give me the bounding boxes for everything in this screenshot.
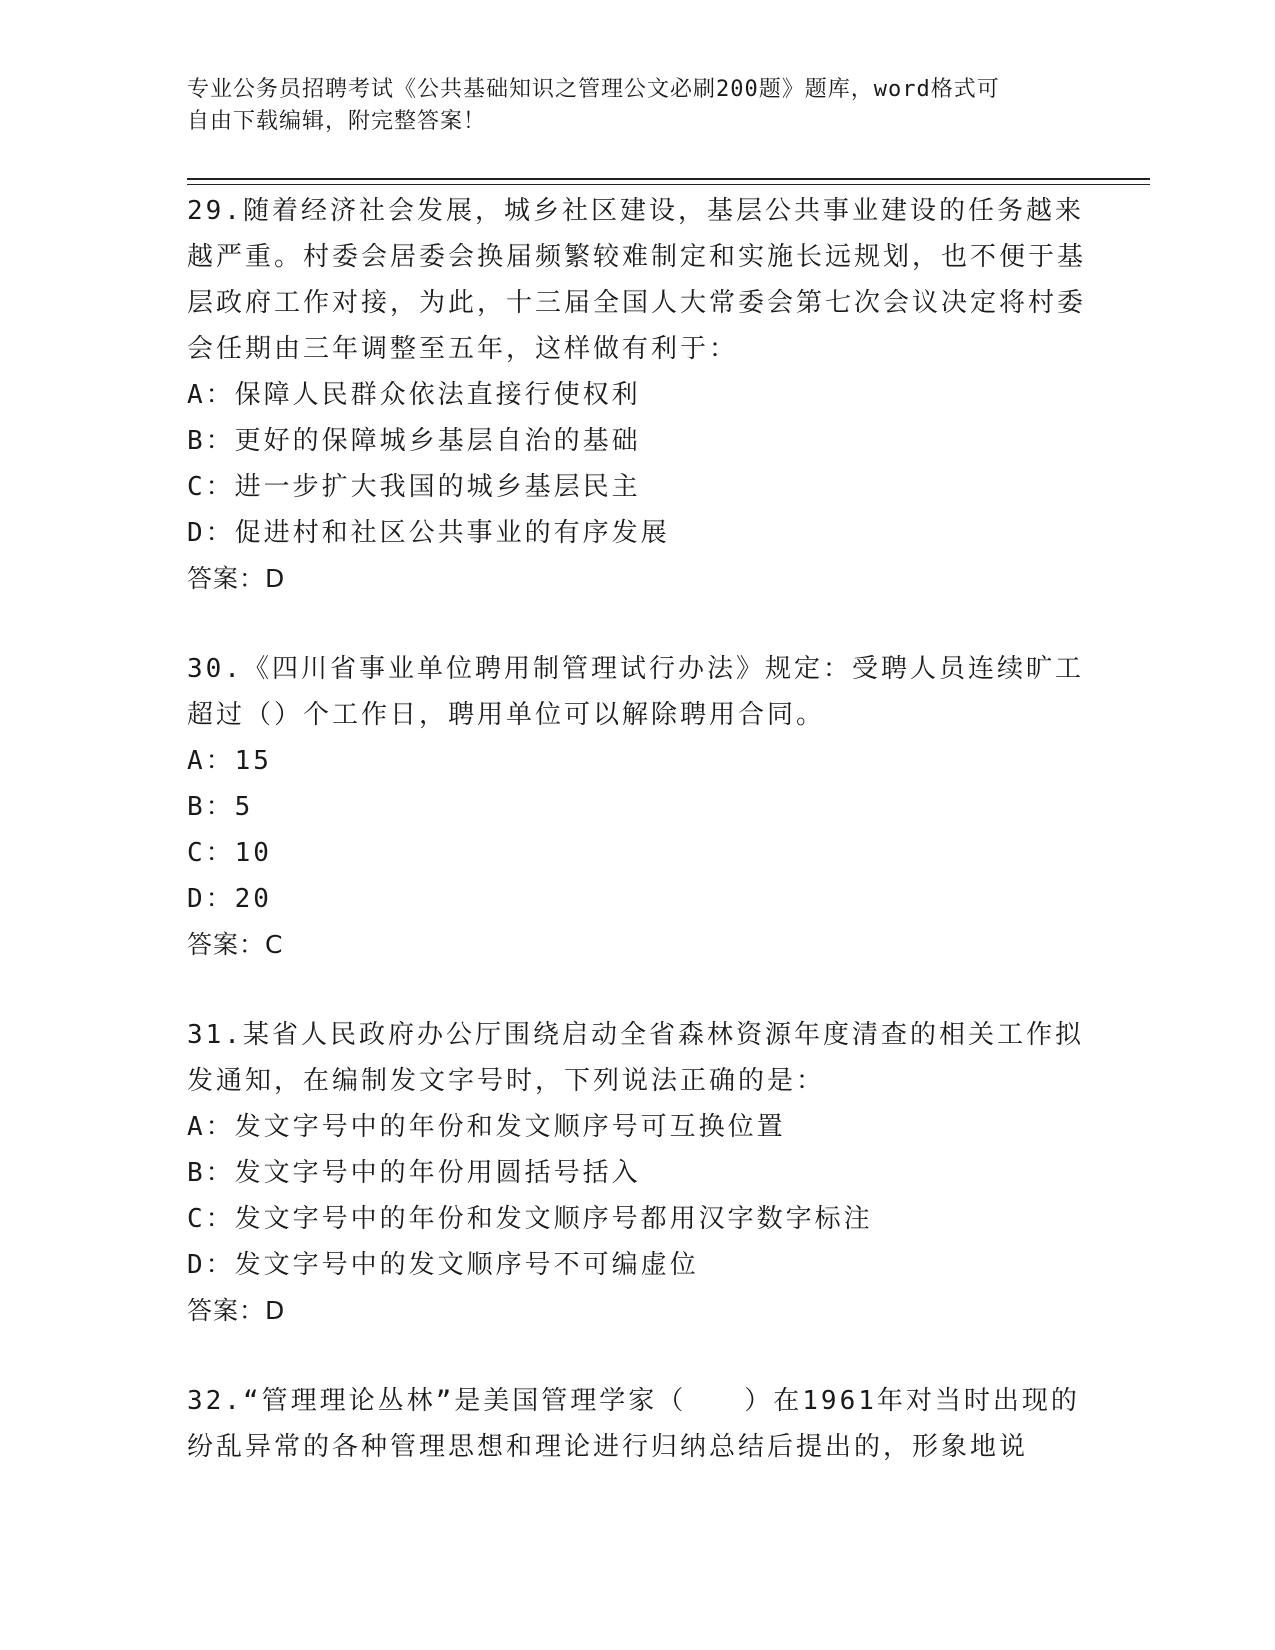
option-c: C：发文字号中的年份和发文顺序号都用汉字数字标注 (187, 1204, 873, 1234)
option-a: A：15 (187, 746, 272, 776)
option-d: D：发文字号中的发文顺序号不可编虚位 (187, 1250, 699, 1280)
header-divider-thick (187, 178, 1150, 180)
option-d: D：促进村和社区公共事业的有序发展 (187, 518, 670, 548)
option-b: B：5 (187, 792, 254, 822)
header-line-1: 专业公务员招聘考试《公共基础知识之管理公文必刷200题》题库，word格式可 (187, 77, 1000, 102)
option-c: C：10 (187, 838, 272, 868)
question-stem: 32.“管理理论丛林”是美国管理学家（ ）在1961年对当时出现的纷乱异常的各种管理思想和理论进行归纳总结后提出的，形象地说 (187, 1386, 1080, 1462)
option-c: C：进一步扩大我国的城乡基层民主 (187, 472, 641, 502)
question-spacer (187, 602, 1087, 646)
document-header (187, 74, 1087, 138)
question-31 (187, 1012, 1087, 1334)
question-spacer (187, 968, 1087, 1012)
answer: 答案：D (187, 564, 286, 593)
question-30 (187, 646, 1087, 968)
question-stem: 31.某省人民政府办公厅围绕启动全省森林资源年度清查的相关工作拟发通知，在编制发文字号时，下列说法正确的是： (187, 1020, 1084, 1096)
option-d: D：20 (187, 884, 272, 914)
option-a: A：保障人民群众依法直接行使权利 (187, 380, 641, 410)
question-32 (187, 1378, 1087, 1470)
question-list (187, 188, 1087, 1470)
question-stem: 29.随着经济社会发展，城乡社区建设，基层公共事业建设的任务越来越严重。村委会居委会换届频繁较难制定和实施长远规划，也不便于基层政府工作对接，为此，十三届全国人大常委会第七次会议决定将村委会任期由三年调整至五年，这样做有利于： (187, 196, 1087, 364)
header-divider-thin (187, 184, 1150, 185)
answer: 答案：D (187, 1296, 286, 1325)
header-line-2: 自由下载编辑，附完整答案！ (187, 109, 487, 134)
question-stem: 30.《四川省事业单位聘用制管理试行办法》规定：受聘人员连续旷工超过（）个工作日，聘用单位可以解除聘用合同。 (187, 654, 1084, 730)
question-spacer (187, 1334, 1087, 1378)
option-b: B：更好的保障城乡基层自治的基础 (187, 426, 641, 456)
option-a: A：发文字号中的年份和发文顺序号可互换位置 (187, 1112, 786, 1142)
option-b: B：发文字号中的年份用圆括号括入 (187, 1158, 641, 1188)
question-29 (187, 188, 1087, 602)
answer: 答案：C (187, 930, 284, 959)
